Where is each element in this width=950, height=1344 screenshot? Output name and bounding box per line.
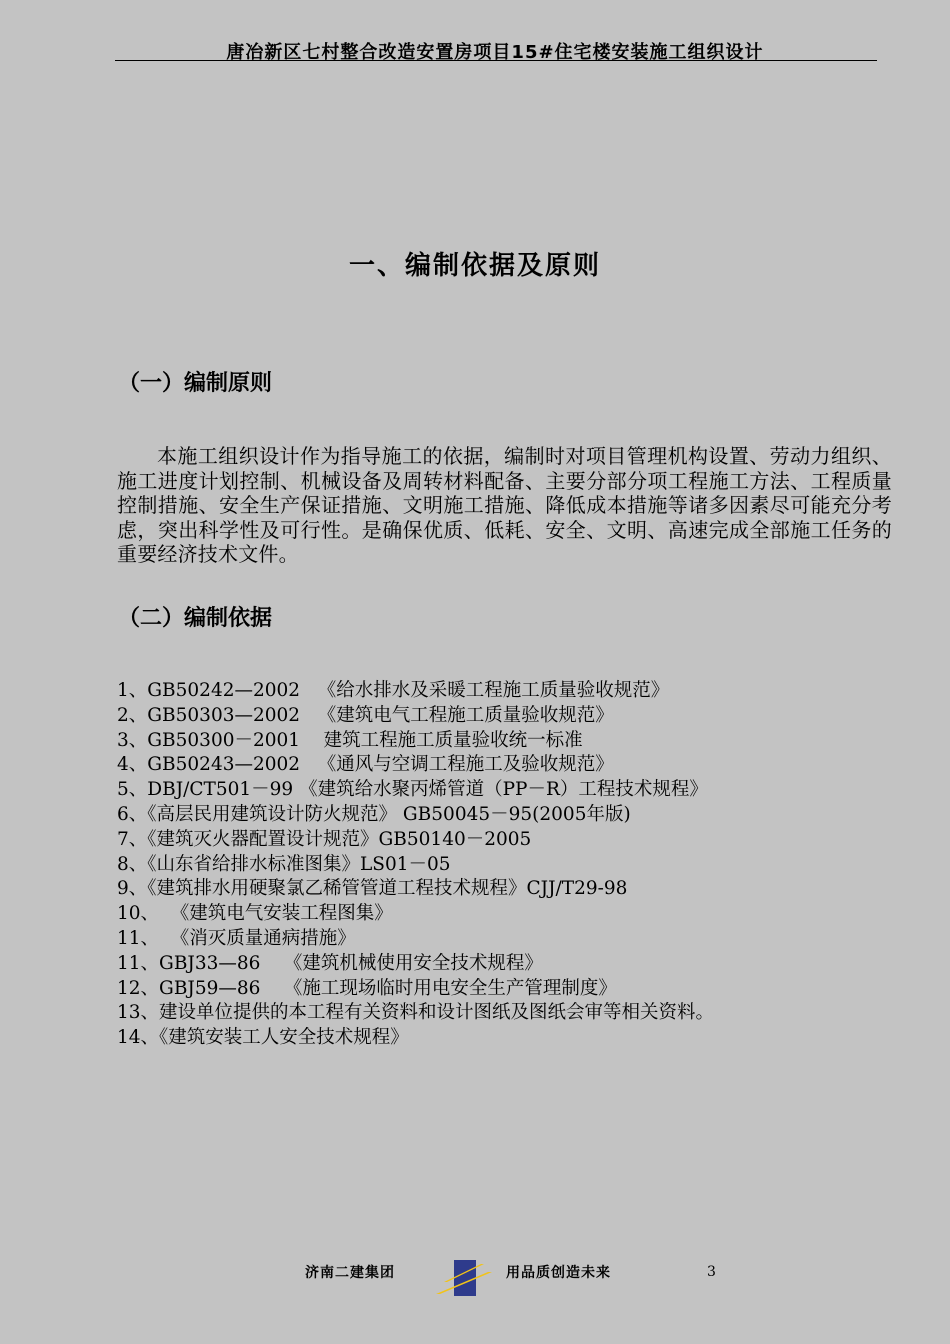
- list-item: 12、GBJ59—86 《施工现场临时用电安全生产管理制度》: [117, 977, 617, 999]
- list-item: 6、《高层民用建筑设计防火规范》 GB50045－95(2005年版): [117, 803, 631, 825]
- list-item: 2、GB50303—2002 《建筑电气工程施工质量验收规范》: [117, 704, 614, 726]
- list-item: 11、 《消灭质量通病措施》: [117, 927, 356, 949]
- list-item: 14、《建筑安装工人安全技术规程》: [117, 1027, 409, 1049]
- footer-slogan: 用品质创造未来: [506, 1265, 611, 1281]
- chapter-title: 一、编制依据及原则: [348, 251, 601, 281]
- list-item: 8、《山东省给排水标准图集》LS01－05: [117, 853, 451, 875]
- section-title-basis: （二）编制依据: [118, 606, 273, 631]
- list-item: 5、DBJ/CT501－99 《建筑给水聚丙烯管道（PP－R）工程技术规程》: [117, 779, 708, 801]
- list-item: 9、《建筑排水用硬聚氯乙稀管管道工程技术规程》CJJ/T29-98: [117, 878, 628, 900]
- header-title: 唐冶新区七村整合改造安置房项目15#住宅楼安装施工组织设计: [226, 42, 764, 63]
- footer-company-name: 济南二建集团: [305, 1265, 395, 1281]
- page-number: 3: [707, 1264, 716, 1280]
- list-item: 3、GB50300－2001 建筑工程施工质量验收统一标准: [117, 729, 583, 751]
- list-item: 13、建设单位提供的本工程有关资料和设计图纸及图纸会审等相关资料。: [117, 1002, 715, 1024]
- list-item: 1、GB50242—2002 《给水排水及采暖工程施工质量验收规范》: [117, 680, 670, 701]
- list-item: 10、 《建筑电气安装工程图集》: [117, 903, 393, 925]
- section-title-principles: （一）编制原则: [118, 371, 273, 396]
- company-logo-icon: [436, 1258, 492, 1298]
- reference-list: [117, 679, 714, 1051]
- list-item: 7、《建筑灭火器配置设计规范》GB50140－2005: [117, 828, 532, 850]
- list-item: 4、GB50243—2002 《通风与空调工程施工及验收规范》: [117, 754, 614, 776]
- list-item: 11、GBJ33—86 《建筑机械使用安全技术规程》: [117, 952, 543, 974]
- header-divider: [115, 60, 877, 61]
- principles-paragraph: 本施工组织设计作为指导施工的依据，编制时对项目管理机构设置、劳动力组织、施工进度计划控制、机械设备及周转材料配备、主要分部分项工程施工方法、工程质量控制措施、安全生产保证措施、文明施工措施、降低成本措施等诸多因素尽可能充分考虑，突出科学性及可行性。是确保优质、低耗、安全、文明、高速完成全部施工任务的重要经济技术文件。: [117, 444, 892, 566]
